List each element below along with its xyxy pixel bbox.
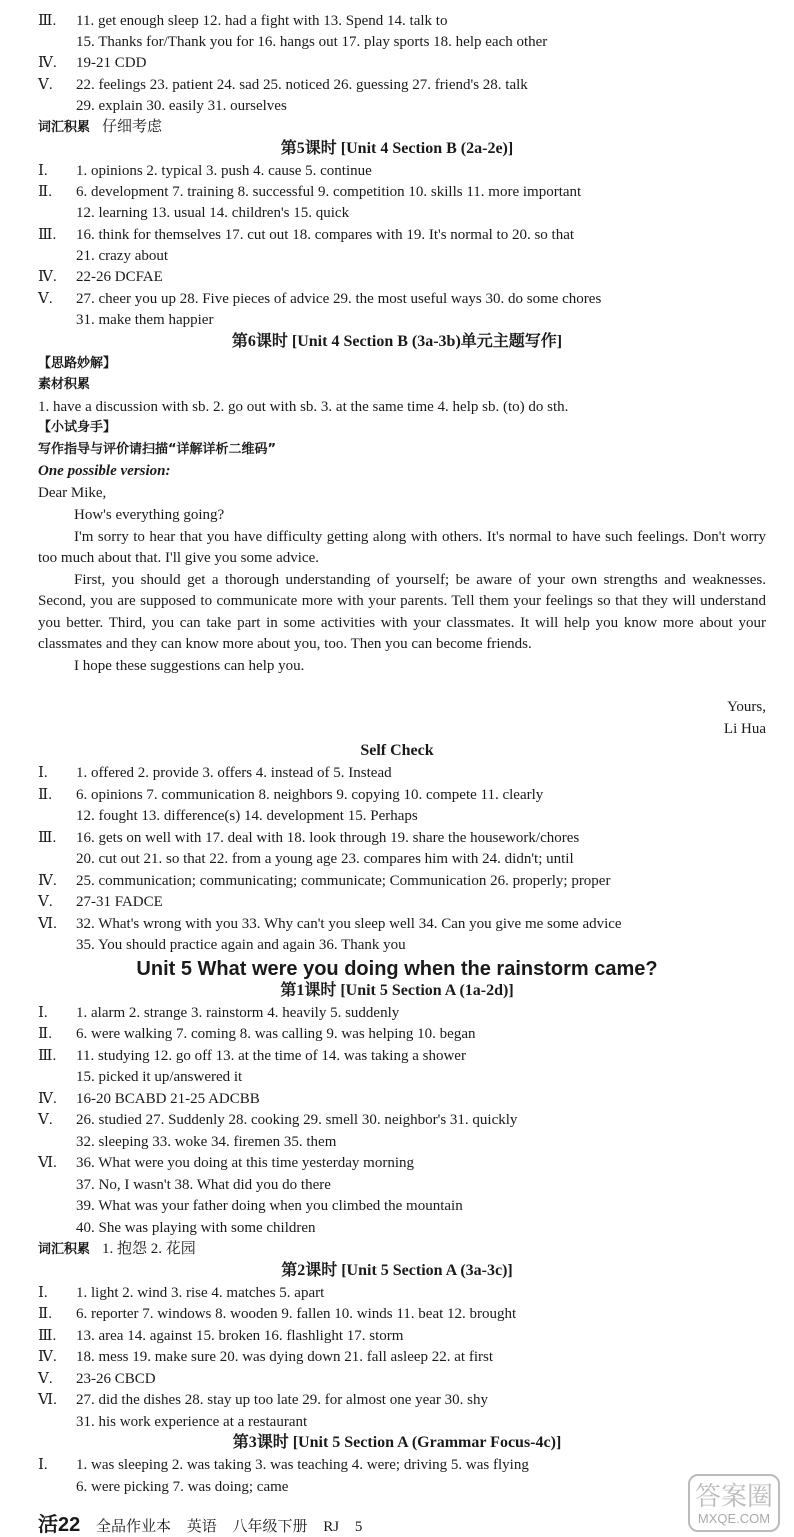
answer-line [38,1456,529,1474]
book-title: 全品作业本 [96,1519,172,1535]
answer-line [38,1370,156,1388]
answer-line [38,1047,466,1065]
section-mark: Ⅰ. [38,1005,48,1021]
answer-text: 19-21 CDD [76,55,147,71]
section-mark: Ⅱ. [38,1306,52,1322]
answer-line [38,829,579,847]
answer-text: 11. studying 12. go off 13. at the time of 14. was taking a shower [76,1048,466,1064]
vocab-line [38,1240,196,1259]
section-mark: Ⅳ. [38,55,57,71]
answer-line [38,162,372,180]
answer-text: 36. What were you doing at this time yesterday morning [76,1155,414,1171]
section-mark: Ⅳ. [38,269,57,285]
answer-line [76,850,574,868]
answer-line [76,204,349,222]
section-mark: Ⅱ. [38,1026,52,1042]
vocab-label: 词汇积累 [38,1242,91,1257]
answer-text: 31. his work experience at a restaurant [76,1414,308,1430]
section-mark: Ⅲ. [38,1048,57,1064]
answer-text: 32. sleeping 33. woke 34. firemen 35. them [76,1134,337,1150]
answer-line [38,1025,476,1043]
answer-text: 16-20 BCABD 21-25 ADCBB [76,1091,260,1107]
grade: 八年级下册 [232,1519,308,1535]
section-mark: Ⅴ. [38,291,53,307]
answer-text: 18. mess 19. make sure 20. was dying down 21. fall asleep 22. at first [76,1349,494,1365]
section-mark: Ⅳ. [38,1349,57,1365]
unit-title: Unit 5 What were you doing when the rainstorm came? [136,958,658,980]
answer-text: 15. Thanks for/Thank you for 16. hangs out 17. play sports 18. help each other [76,34,548,50]
section-mark: Ⅰ. [38,163,48,179]
watermark-text: MXQE.COM [697,1511,771,1526]
section-mark: Ⅲ. [38,830,57,846]
section-mark: Ⅱ. [38,787,52,803]
section-mark: Ⅵ. [38,916,57,932]
answer-line [38,1090,260,1108]
answer-text: 23-26 CBCD [76,1371,156,1387]
answer-text: 22. feelings 23. patient 24. sad 25. noticed 26. guessing 27. friend's 28. talk [76,77,528,93]
answer-text: 26. studied 27. Suddenly 28. cooking 29. smell 30. neighbor's 31. quickly [76,1112,518,1128]
answer-text: 13. area 14. against 15. broken 16. flashlight 17. storm [76,1328,404,1344]
section-mark: Ⅰ. [38,1457,48,1473]
watermark [688,1474,780,1532]
essay-label: One possible version: [38,463,171,479]
section-mark: Ⅰ. [38,765,48,781]
section-mark: Ⅵ. [38,1155,57,1171]
section-heading: 【小试身手】 [38,420,117,435]
lesson-title: 第5课时 [Unit 4 Section B (2a-2e)] [280,140,514,157]
answer-text: 27. did the dishes 28. stay up too late 29. for almost one year 30. shy [76,1392,489,1408]
answer-text: 12. fought 13. difference(s) 14. development 15. Perhaps [76,808,418,824]
answer-text: 1. opinions 2. typical 3. push 4. cause 5. continue [76,163,372,179]
lesson-title: 第3课时 [Unit 5 Section A (Grammar Focus-4c)] [232,1434,562,1451]
answer-text: 1. have a discussion with sb. 2. go out with sb. 3. at the same time 4. help sb. (to) do sth. [38,399,569,415]
answer-text: 27. cheer you up 28. Five pieces of advice 29. the most useful ways 30. do some chores [76,291,602,307]
section-mark: Ⅳ. [38,1091,57,1107]
answer-text: 12. learning 13. usual 14. children's 15. quick [76,205,350,221]
answer-text: 29. explain 30. easily 31. ourselves [76,98,287,114]
answer-text: 11. get enough sleep 12. had a fight with 13. Spend 14. talk to [76,13,448,29]
section-mark: Ⅱ. [38,184,52,200]
answer-text: 16. gets on well with 17. deal with 18. look through 19. share the housework/chores [76,830,580,846]
answer-line [38,1391,488,1409]
answer-text: 37. No, I wasn't 38. What did you do there [76,1177,331,1193]
watermark-logo-icon: 答案圈 [694,1482,773,1512]
answer-text: 35. You should practice again and again 36. Thank you [76,937,406,953]
section-mark: Ⅲ. [38,1328,57,1344]
lesson-title: 第2课时 [Unit 5 Section A (3a-3c)] [281,1262,513,1279]
footer-num: 5 [354,1519,363,1535]
answer-text: 21. crazy about [76,248,169,264]
essay-closing: Yours, [727,699,766,715]
section-mark: Ⅴ. [38,1371,53,1387]
vocab-text: 1. 抱怨 2. 花园 [102,1241,196,1257]
section-mark: Ⅴ. [38,77,53,93]
essay-greeting: Dear Mike, [38,485,107,501]
page-number: 活22 [38,1514,81,1536]
section-mark: Ⅳ. [38,873,57,889]
section-mark: Ⅲ. [38,13,57,29]
essay-paragraph: I hope these suggestions can help you. [74,657,305,674]
answer-line [76,311,213,329]
section-heading: 【思路妙解】 [38,356,117,371]
answer-text: 15. picked it up/answered it [76,1069,243,1085]
answer-text: 1. was sleeping 2. was taking 3. was teaching 4. were; driving 5. was flying [76,1457,529,1473]
section-heading: 素材积累 [38,377,91,392]
answer-line [38,76,528,94]
lesson-title: 第6课时 [Unit 4 Section B (3a-3b)单元主题写作] [231,333,563,350]
answer-line [38,290,601,308]
answer-line [38,183,581,201]
answer-text: 32. What's wrong with you 33. Why can't you sleep well 34. Can you give me some advice [76,916,622,932]
answer-line [76,1478,288,1496]
essay-signature: Li Hua [723,721,766,737]
answer-text: 20. cut out 21. so that 22. from a young age 23. compares him with 24. didn't; until [76,851,574,867]
answer-text: 1. light 2. wind 3. rise 4. matches 5. apart [76,1285,325,1301]
answer-text: 1. offered 2. provide 3. offers 4. instead of 5. Instead [76,765,392,781]
answer-line [76,1413,307,1431]
subject: 英语 [186,1519,217,1535]
answer-text: 40. She was playing with some children [76,1220,316,1236]
answer-text: 6. development 7. training 8. successful 9. competition 10. skills 11. more important [76,184,582,200]
answer-line [38,764,392,782]
answer-line [76,807,418,825]
answer-line [38,786,543,804]
answer-line [38,1111,517,1129]
answer-text: 27-31 FADCE [76,894,163,910]
answer-line [76,1068,242,1086]
section-heading: 写作指导与评价请扫描“详解详析二维码” [38,442,277,457]
page-footer [38,1508,374,1537]
answer-line [76,33,547,51]
vocab-line [38,118,162,137]
essay-paragraph: I'm sorry to hear that you have difficulty getting along with others. It's normal to have such feelings. Don't worry too much about that. I'll give you some advice. [38,528,766,566]
vocab-label: 词汇积累 [38,120,91,135]
answer-line [76,1197,463,1215]
answer-line [38,268,163,286]
answer-text: 1. alarm 2. strange 3. rainstorm 4. heavily 5. suddenly [76,1005,400,1021]
answer-line [38,872,610,890]
answer-line [38,1348,493,1366]
vocab-text: 仔细考虑 [102,119,163,135]
essay-body [38,505,766,677]
answer-line [38,893,163,911]
answer-line [76,1219,316,1237]
answer-text: 22-26 DCFAE [76,269,163,285]
lesson-title: 第1课时 [Unit 5 Section A (1a-2d)] [280,982,514,999]
answer-line [76,247,168,265]
answer-line [38,12,447,30]
essay-paragraph: How's everything going? [74,507,225,523]
answer-line [38,1327,403,1345]
answer-line [38,226,574,244]
essay-paragraph: First, you should get a thorough understanding of yourself; be aware of your own strengths and weaknesses. Second, you are supposed to communicate more with your parents. Tell them your feelings so that they will understand you better. Third, you can take part in some activities with your classmates. It will help you know more about your classmates and they can know more about you, too. Then you can become friends. [38,571,766,652]
answer-line [38,1154,414,1172]
section-mark: Ⅰ. [38,1285,48,1301]
answer-line [38,1284,324,1302]
answer-text: 6. reporter 7. windows 8. wooden 9. fallen 10. winds 11. beat 12. brought [76,1306,517,1322]
section-mark: Ⅴ. [38,1112,53,1128]
answer-line [38,1305,516,1323]
answer-line [38,1004,399,1022]
section-mark: Ⅴ. [38,894,53,910]
answer-text: 6. opinions 7. communication 8. neighbors 9. copying 10. compete 11. clearly [76,787,544,803]
answer-text: 6. were picking 7. was doing; came [76,1479,289,1495]
answer-text: 39. What was your father doing when you climbed the mountain [76,1198,463,1214]
section-mark: Ⅲ. [38,227,57,243]
edition: RJ [323,1519,340,1535]
answer-line [76,1133,336,1151]
section-mark: Ⅵ. [38,1392,57,1408]
answer-text: 31. make them happier [76,312,214,328]
answer-line [38,915,622,933]
answer-line [76,97,287,115]
answer-text: 16. think for themselves 17. cut out 18. compares with 19. It's normal to 20. so that [76,227,575,243]
answer-text: 25. communication; communicating; communicate; Communication 26. properly; proper [76,873,611,889]
answer-line [76,936,406,954]
self-check-title: Self Check [360,742,434,759]
answer-line [38,54,146,72]
answer-line [76,1176,331,1194]
answer-text: 6. were walking 7. coming 8. was calling 9. was helping 10. began [76,1026,476,1042]
answer-line [38,398,568,416]
